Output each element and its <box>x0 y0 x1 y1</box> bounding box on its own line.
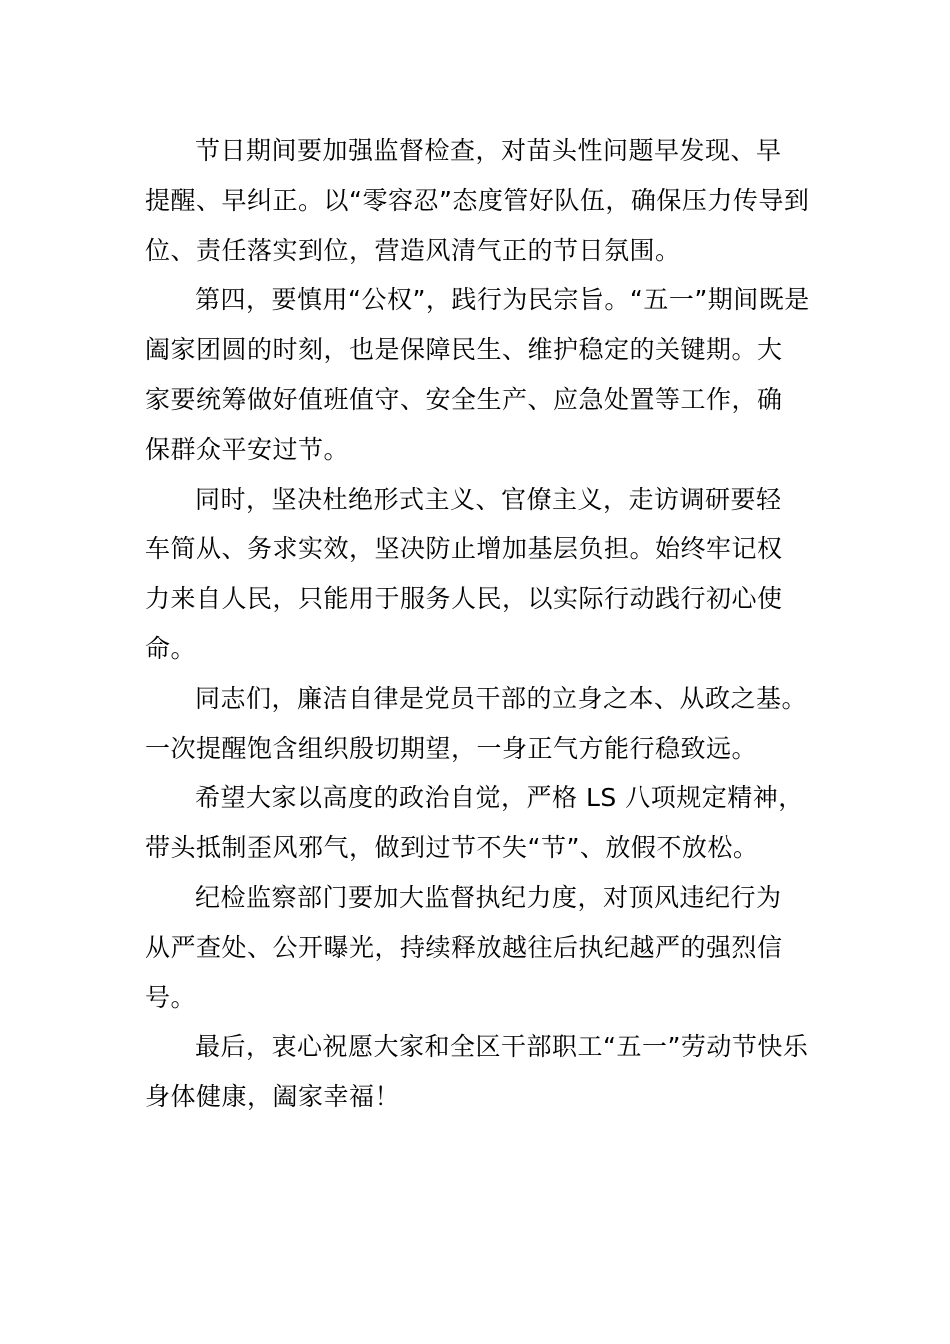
text-line: 号。 <box>145 982 197 1012</box>
paragraph <box>145 275 810 474</box>
text-line: 最后，衷心祝愿大家和全区干部职工“五一”劳动节快乐 <box>195 1032 809 1062</box>
paragraph <box>145 475 807 674</box>
text-line: 同志们，廉洁自律是党员干部的立身之本、从政之基。 <box>195 683 808 713</box>
paragraph <box>145 1022 807 1122</box>
text-line: 力来自人民，只能用于服务人民，以实际行动践行初心使 <box>145 584 783 614</box>
text-line: 带头抵制歪风邪气，做到过节不失“节”、放假不放松。 <box>145 833 759 863</box>
document-body <box>145 126 810 1122</box>
text-line: 第四，要慎用“公权”，践行为民宗旨。“五一”期间既是 <box>195 285 810 315</box>
text-line: 家要统筹做好值班值守、安全生产、应急处置等工作，确 <box>145 384 783 414</box>
paragraph <box>145 773 807 873</box>
text-line: 阖家团圆的时刻，也是保障民生、维护稳定的关键期。大 <box>145 335 783 365</box>
paragraph <box>145 873 807 1022</box>
paragraph <box>145 674 807 774</box>
text-line: 一次提醒饱含组织殷切期望，一身正气方能行稳致远。 <box>145 733 758 763</box>
paragraph <box>145 126 810 275</box>
text-line: 希望大家以高度的政治自觉，严格 LS 八项规定精神， <box>195 783 804 813</box>
text-line: 位、责任落实到位，营造风清气正的节日氛围。 <box>145 235 681 265</box>
text-line: 同时，坚决杜绝形式主义、官僚主义，走访调研要轻 <box>195 484 782 514</box>
text-line: 命。 <box>145 633 197 663</box>
text-line: 身体健康，阖家幸福！ <box>145 1082 401 1112</box>
text-line: 从严查处、公开曝光，持续释放越往后执纪越严的强烈信 <box>145 932 783 962</box>
text-line: 纪检监察部门要加大监督执纪力度，对顶风违纪行为 <box>195 882 782 912</box>
text-line: 车简从、务求实效，坚决防止增加基层负担。始终牢记权 <box>145 534 783 564</box>
text-line: 节日期间要加强监督检查，对苗头性问题早发现、早 <box>195 136 782 165</box>
text-line: 提醒、早纠正。以“零容忍”态度管好队伍，确保压力传导到 <box>145 185 810 215</box>
text-line: 保群众平安过节。 <box>145 434 350 464</box>
